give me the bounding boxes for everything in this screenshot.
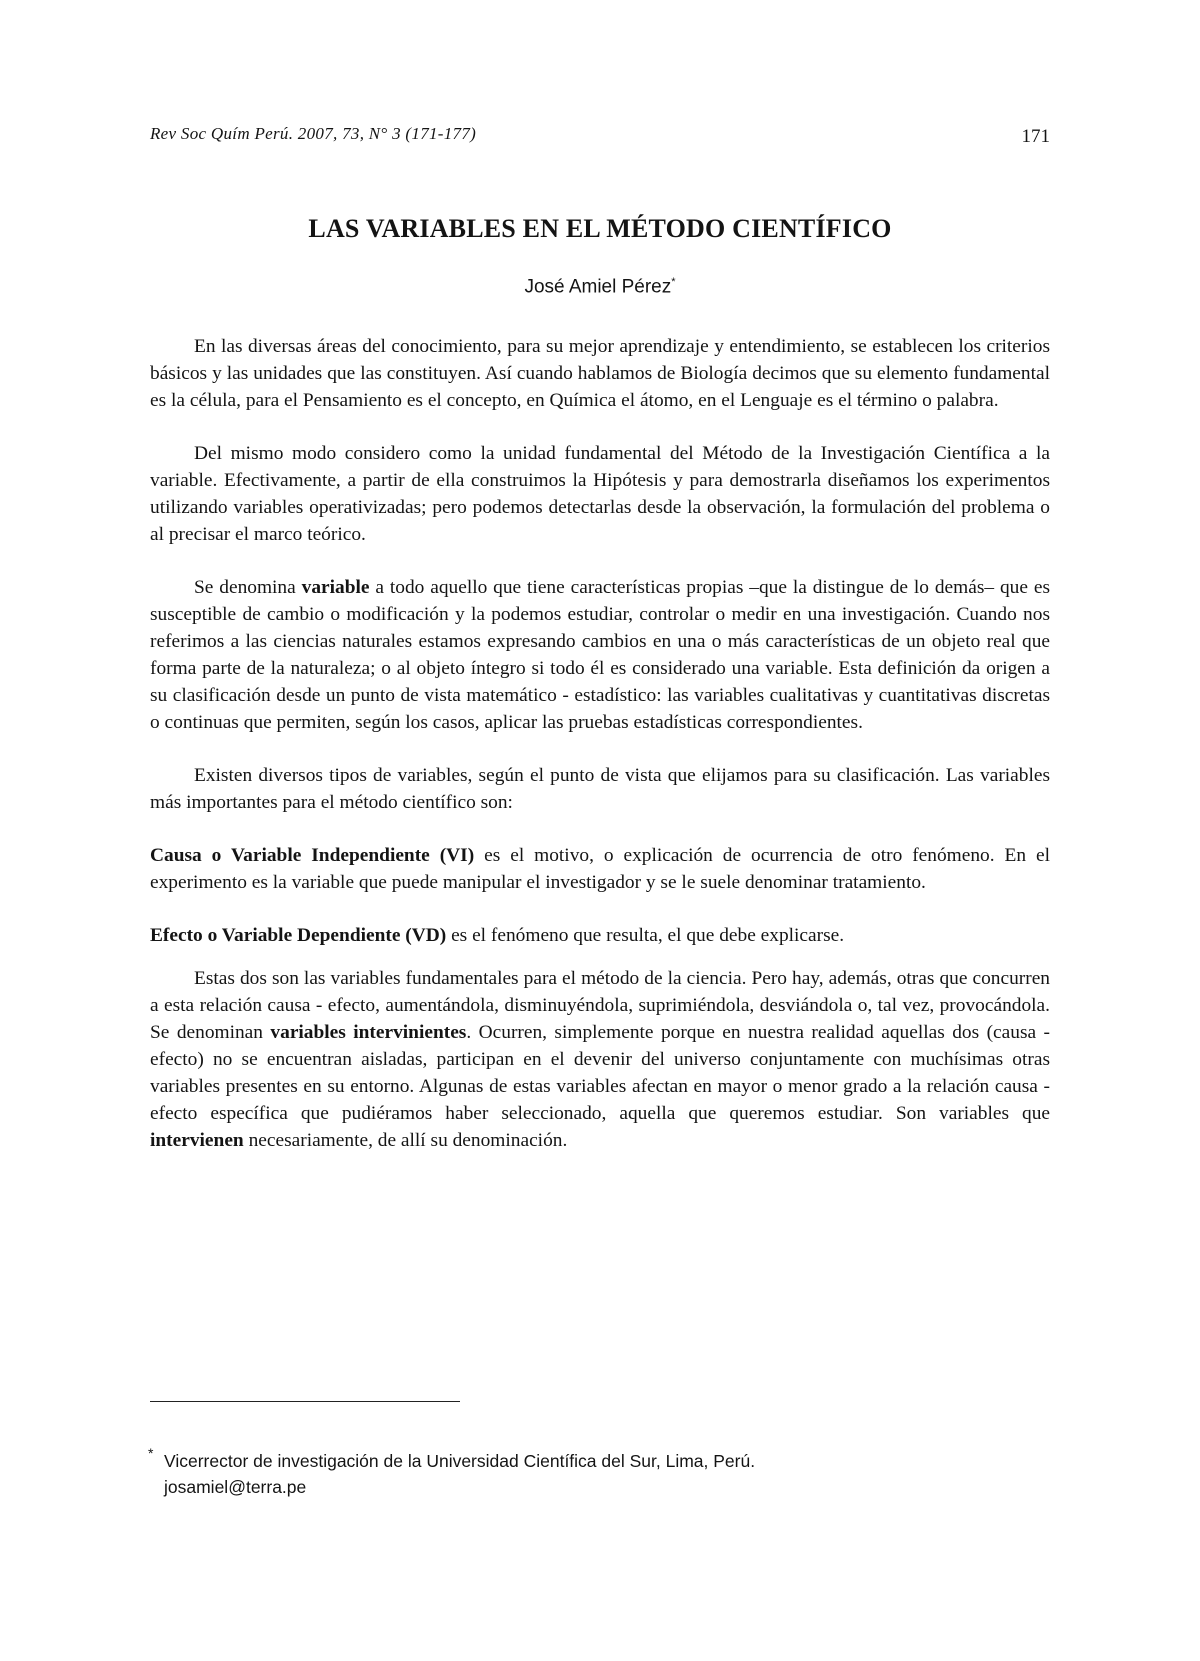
footnote-divider — [150, 1401, 460, 1402]
paragraph-independent-variable — [150, 842, 1050, 896]
paragraph-dependent-variable — [150, 922, 1050, 949]
paragraph-4: Existen diversos tipos de variables, según el punto de vista que elijamos para su clasificación. Las variables más importantes para el método científico son: — [150, 765, 1050, 813]
term-intervening-variables: variables intervinientes — [270, 1022, 467, 1043]
paragraph-7-text-a: Estas dos son las variables fundamentales para el método de la ciencia. Pero hay, además, otras que concurren a esta relación causa - efecto, aumentándola, disminuyéndola, suprimiéndola, desviándola o, tal vez, provocándola. Se denominan — [150, 968, 1050, 1043]
paragraph-intervening-variables — [150, 965, 1050, 1154]
paragraph-3-text-b: a todo aquello que tiene características propias –que la distingue de lo demás– que es susceptible de cambio o modificación y la podemos estudiar, controlar o medir en una investigación. Cuando nos referimos a las ciencias naturales estamos expresando cambios en una o más características de un objeto real que forma parte de la naturaleza; o al objeto íntegro si todo él es considerado una variable. Esta definición da origen a su clasificación desde un punto de vista matemático - estadístico: las variables cualitativas y cuantitativas discretas o continuas que permiten, según los casos, aplicar las pruebas estadísticas correspondientes. — [150, 577, 1050, 733]
independent-variable-definition: es el motivo, o explicación de ocurrencia de otro fenómeno. En el experimento es la variable que puede manipular el investigador y se le suele denominar tratamiento. — [150, 845, 1050, 893]
term-intervienen: intervienen — [150, 1130, 244, 1151]
author-line — [150, 276, 1050, 298]
term-variable: variable — [301, 577, 370, 598]
paragraph-3 — [150, 574, 1050, 736]
paragraph-1: En las diversas áreas del conocimiento, para su mejor aprendizaje y entendimiento, se establecen los criterios básicos y las unidades que las constituyen. Así cuando hablamos de Biología decimos que su elemento fundamental es la célula, para el Pensamiento es el concepto, en Química el átomo, en el Lenguaje es el término o palabra. — [150, 336, 1050, 411]
paragraph-7-text-b: . Ocurren, simplemente porque en nuestra realidad aquellas dos (causa - efecto) no se encuentran aisladas, participan en el devenir del universo conjuntamente con muchísimas otras variables presentes en su entorno. Algunas de estas variables afectan en mayor o menor grado a la relación causa - efecto específica que pudiéramos haber seleccionado, aquella que queremos estudiar. Son variables que — [150, 1022, 1050, 1124]
paragraph-7-text-c: necesariamente, de allí su denominación. — [243, 1130, 568, 1151]
term-dependent-variable: Efecto o Variable Dependiente (VD) — [150, 925, 447, 946]
term-independent-variable: Causa o Variable Independiente (VI) — [150, 845, 475, 866]
footnote-email: josamiel@terra.pe — [164, 1477, 307, 1497]
page-number: 171 — [1021, 126, 1050, 147]
author-footnote-marker: * — [671, 276, 676, 288]
footnote-marker: * — [148, 1445, 154, 1461]
article-body — [150, 333, 1050, 1180]
dependent-variable-definition: es el fenómeno que resulta, el que debe explicarse. — [446, 925, 845, 946]
paragraph-2: Del mismo modo considero como la unidad fundamental del Método de la Investigación Científica a la variable. Efectivamente, a partir de ella construimos la Hipótesis y para demostrarla diseñamos los experimentos utilizando variables operativizadas; pero podemos detectarlas desde la observación, la formulación del problema o al precisar el marco teórico. — [150, 443, 1050, 545]
journal-citation: Rev Soc Quím Perú. 2007, 73, N° 3 (171-177) — [150, 124, 477, 143]
article-title: LAS VARIABLES EN EL MÉTODO CIENTÍFICO — [308, 214, 892, 243]
footnote-affiliation: Vicerrector de investigación de la Universidad Científica del Sur, Lima, Perú. — [164, 1451, 756, 1471]
author-name: José Amiel Pérez — [524, 276, 672, 298]
running-header — [150, 124, 1050, 154]
footnote — [148, 1445, 1050, 1500]
paragraph-3-text-a: Se denomina — [194, 577, 302, 598]
